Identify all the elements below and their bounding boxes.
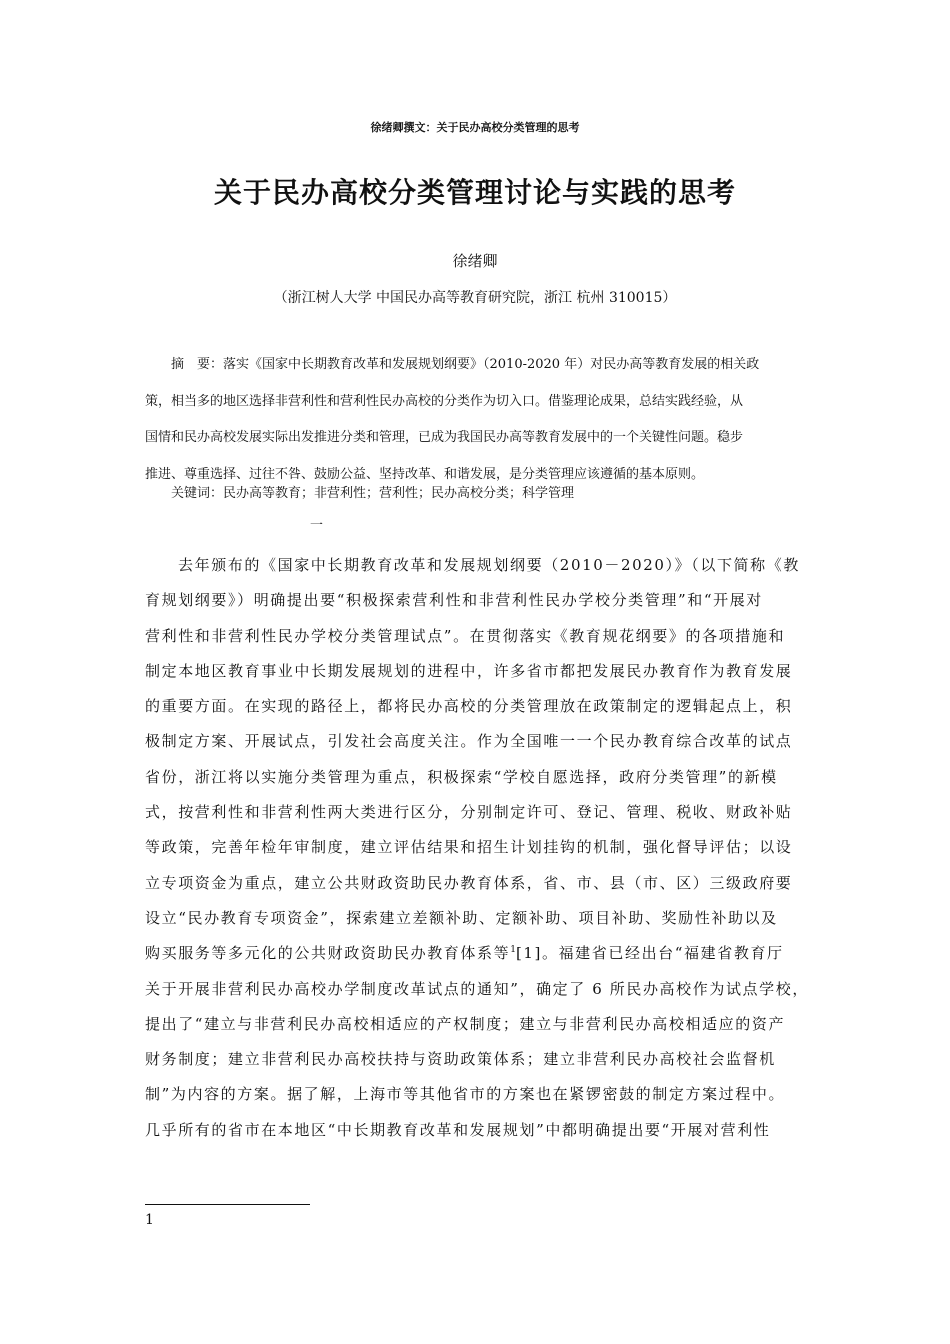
abstract-line: 摘 要：落实《国家中长期教育改革和发展规划纲要》（2010-2020 年）对民办高等教育发展的相关政 <box>171 357 760 372</box>
body-line: 制”为内容的方案。据了解，上海市等其他省市的方案也在紧锣密鼓的制定方案过程中。 <box>145 1085 786 1104</box>
body-line-with-footnote <box>145 936 815 971</box>
running-header: 徐绪卿撰文：关于民办高校分类管理的思考 <box>370 121 580 134</box>
footnote-reference[interactable]: 1 <box>510 945 516 956</box>
body-line: 提出了“建立与非营利民办高校相适应的产权制度；建立与非营利民办高校相适应的资产 <box>145 1014 786 1033</box>
body-line: 极制定方案、开展试点，引发社会高度关注。作为全国唯一一个民办教育综合改革的试点 <box>145 732 793 751</box>
footnote: 1 <box>145 1212 154 1228</box>
body-text-fragment: [1]。福建省已经出台“福建省教育厅 <box>515 944 784 963</box>
body-line: 去年颁布的《国家中长期教育改革和发展规划纲要（2010－2020）》（以下简称《教 <box>178 556 800 574</box>
abstract-line: 推进、尊重选择、过往不咎、鼓励公益、坚持改革、和谐发展，是分类管理应该遵循的基本原则。 <box>145 466 705 482</box>
section-number: 一 <box>310 518 324 533</box>
body-line: 制定本地区教育事业中长期发展规划的进程中，许多省市都把发展民办教育作为教育发展 <box>145 661 793 680</box>
body-line: 立专项资金为重点，建立公共财政资助民办教育体系，省、市、县（市、区）三级政府要 <box>145 873 793 892</box>
body-line: 等政策，完善年检年审制度，建立评估结果和招生计划挂钩的机制，强化督导评估；以设 <box>145 838 793 857</box>
author-affiliation: （浙江树人大学 中国民办高等教育研究院，浙江 杭州 310015） <box>273 290 677 306</box>
author-name: 徐绪卿 <box>452 252 498 270</box>
body-line: 关于开展非营利民办高校办学制度改革试点的通知”，确定了 6 所民办高校作为试点学校， <box>145 979 809 998</box>
body-line: 的重要方面。在实现的路径上，都将民办高校的分类管理放在政策制定的逻辑起点上，积 <box>145 697 793 716</box>
page-title: 关于民办高校分类管理讨论与实践的思考 <box>213 176 736 209</box>
body-line: 几乎所有的省市在本地区“中长期教育改革和发展规划”中都明确提出要“开展对营利性 <box>145 1120 771 1139</box>
footnote-separator <box>145 1204 310 1205</box>
body-line: 省份，浙江将以实施分类管理为重点，积极探索“学校自愿选择，政府分类管理”的新模 <box>145 767 778 786</box>
abstract-line: 策，相当多的地区选择非营利性和营利性民办高校的分类作为切入口。借鉴理论成果，总结实践经验，从 <box>145 393 744 409</box>
abstract <box>145 347 810 493</box>
body-line: 设立“民办教育专项资金”，探索建立差额补助、定额补助、项目补助、奖励性补助以及 <box>145 908 778 927</box>
body-line: 营利性和非营利性民办学校分类管理试点”。在贯彻落实《教育规花纲要》的各项措施和 <box>145 626 786 645</box>
body-text-fragment: 购买服务等多元化的公共财政资助民办教育体系等 <box>145 944 511 963</box>
body-paragraph <box>145 548 815 1148</box>
abstract-line: 国情和民办高校发展实际出发推进分类和管理，已成为我国民办高等教育发展中的一个关键性问题。稳步 <box>145 430 744 445</box>
body-line: 式，按营利性和非营利性两大类进行区分，分别制定许可、登记、管理、税收、财政补贴 <box>145 803 793 822</box>
body-line: 财务制度；建立非营利民办高校扶持与资助政策体系；建立非营利民办高校社会监督机 <box>145 1050 776 1069</box>
body-line: 育规划纲要》）明确提出要“积极探索营利性和非营利性民办学校分类管理”和“开展对 <box>145 591 763 610</box>
keywords: 关键词：民办高等教育；非营利性；营利性；民办高校分类；科学管理 <box>171 486 575 501</box>
